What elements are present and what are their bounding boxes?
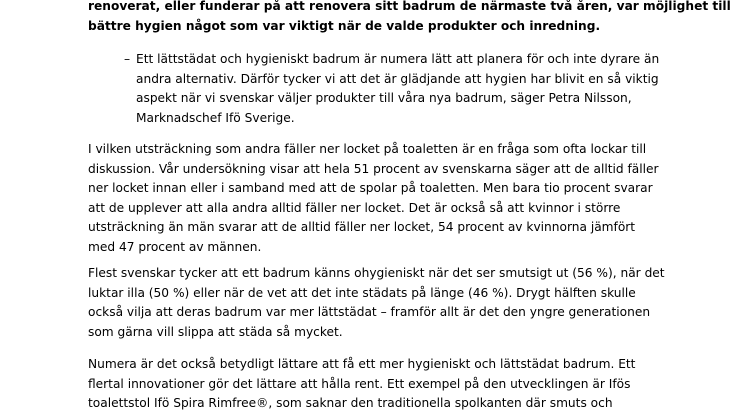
text-line: Numera är det också betydligt lättare att få ett mer hygieniskt och lättstädat badrum. Ett [88,357,636,371]
text-line: diskussion. Vår undersökning visar att hela 51 procent av svenskarna säger att de alltid fäller [88,161,659,176]
text-line: att de upplever att alla andra alltid fäller ner locket. Det är också så att kvinnor i större [88,200,621,215]
text-line: aspekt när vi svenskar väljer produkter till våra nya badrum, säger Petra Nilsson, [136,91,632,105]
text-line: ner locket innan eller i samband med att de spolar på toaletten. Men bara tio procent svarar [88,181,653,195]
text-line: flertal innovationer gör det lättare att hålla rent. Ett exempel på den utvecklingen är Ifös [88,376,631,391]
text-line: toalettstol Ifö Spira Rimfree®, som saknar den traditionella spolkanten där smuts och [88,396,613,410]
text-line: Flest svenskar tycker att ett badrum känns ohygieniskt när det ser smutsigt ut (56 %), när det [88,266,665,280]
lid-paragraph [88,140,698,257]
unhygienic-paragraph [88,264,698,342]
text-line: renoverat, eller funderar på att renovera sitt badrum de närmaste två åren, var möjlighet till [88,0,731,13]
text-line: bättre hygien något som var viktigt när de valde produkter och inredning. [88,18,601,33]
text-line: utsträckning än män svarar att de alltid fäller ner locket, 54 procent av kvinnorna jämfört [88,220,636,234]
text-line: också vilja att deras badrum var mer lättstädat – framför allt är det den yngre generationen [88,305,651,319]
quote-paragraph [136,50,696,128]
text-line: Marknadschef Ifö Sverige. [136,110,295,125]
text-line: I vilken utsträckning som andra fäller ner locket på toaletten är en fråga som ofta lockar till [88,142,647,156]
text-line: luktar illa (50 %) eller när de vet att det inte städats på länge (46 %). Drygt hälften skulle [88,285,636,300]
text-line: som gärna vill slippa att städa så mycket. [88,324,343,339]
text-line: andra alternativ. Därför tycker vi att det är glädjande att hygien har blivit en så viktig [136,71,659,86]
innovation-paragraph [88,355,698,414]
text-line: Ett lättstädat och hygieniskt badrum är numera lätt att planera för och inte dyrare än [136,52,660,66]
text-line: med 47 procent av männen. [88,239,262,254]
quote-dash: – [124,52,131,66]
intro-bold-paragraph [88,0,731,36]
